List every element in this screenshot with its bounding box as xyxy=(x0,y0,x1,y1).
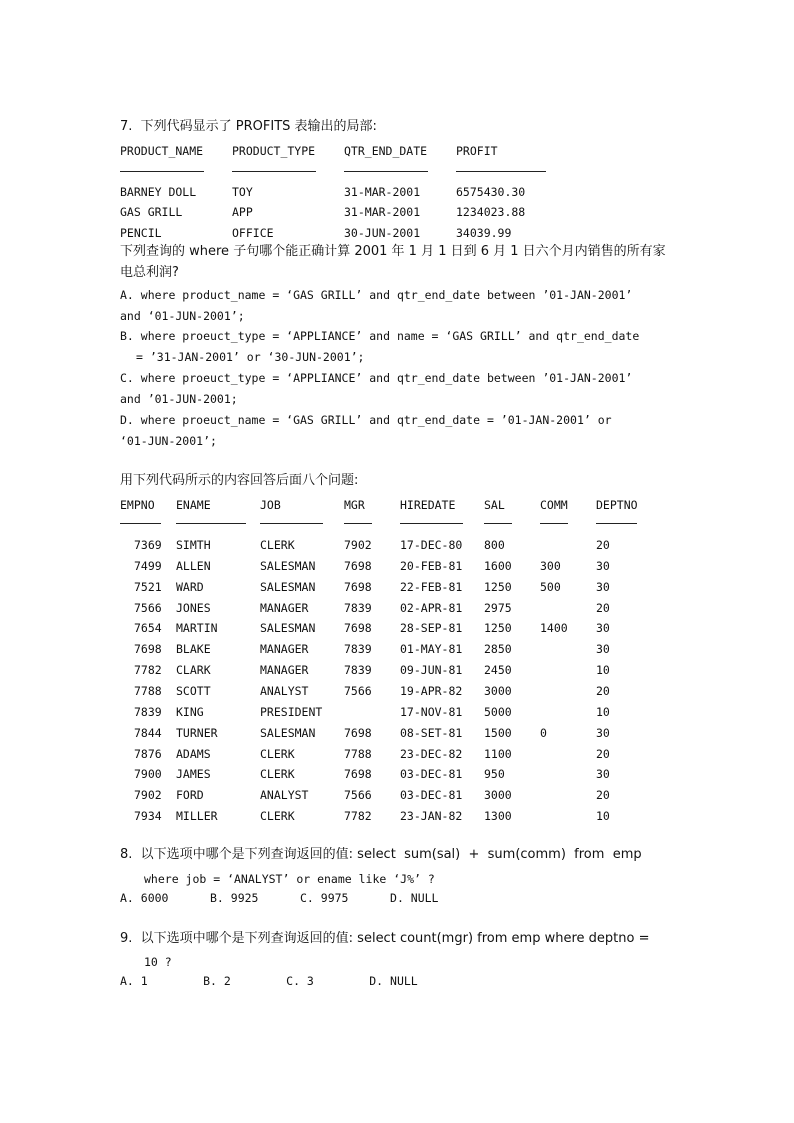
table-cell: 300 xyxy=(540,559,561,573)
table-cell: 08-SET-81 xyxy=(400,726,463,740)
table-cell: 03-DEC-81 xyxy=(400,767,463,781)
table-cell: WARD xyxy=(176,580,204,594)
table-cell: 7782 xyxy=(134,663,162,677)
table-cell: 31-MAR-2001 xyxy=(344,205,421,219)
q7-option-c: C. where proeuct_type = ‘APPLIANCE’ and qtr_end_date between ’01-JAN-2001’ xyxy=(120,371,633,385)
q9-options: A. 1 B. 2 C. 3 D. NULL xyxy=(120,974,418,988)
table-cell: 10 xyxy=(596,705,610,719)
table-cell: 1250 xyxy=(484,580,512,594)
table-cell: 7566 xyxy=(134,601,162,615)
table-cell: PRESIDENT xyxy=(260,705,323,719)
emp-header-comm: COMM xyxy=(540,498,568,512)
profits-header-product-name: PRODUCT_NAME xyxy=(120,144,204,158)
header-underline xyxy=(400,523,463,524)
profits-header-qtr-end-date: QTR_END_DATE xyxy=(344,144,428,158)
table-cell: 7566 xyxy=(344,788,372,802)
header-underline xyxy=(344,523,372,524)
q7-question-line2: 电总利润? xyxy=(120,265,179,280)
table-cell: 7698 xyxy=(344,580,372,594)
header-underline xyxy=(484,523,512,524)
table-cell: 31-MAR-2001 xyxy=(344,185,421,199)
table-cell: 7902 xyxy=(134,788,162,802)
table-cell: 7839 xyxy=(134,705,162,719)
table-cell: 950 xyxy=(484,767,505,781)
profits-header-profit: PROFIT xyxy=(456,144,498,158)
table-cell: 7698 xyxy=(344,767,372,781)
table-cell: 20 xyxy=(596,538,610,552)
emp-header-hiredate: HIREDATE xyxy=(400,498,456,512)
header-underline xyxy=(540,523,568,524)
q7-question-line1: 下列查询的 where 子句哪个能正确计算 2001 年 1 月 1 日到 6 月 1 日六个月内销售的所有家 xyxy=(120,244,666,259)
table-cell: 7900 xyxy=(134,767,162,781)
table-cell: 7788 xyxy=(344,747,372,761)
table-cell: KING xyxy=(176,705,204,719)
emp-header-ename: ENAME xyxy=(176,498,211,512)
header-underline xyxy=(120,523,161,524)
table-cell: ANALYST xyxy=(260,684,309,698)
table-cell: CLERK xyxy=(260,538,295,552)
q7-option-d: D. where proeuct_name = ‘GAS GRILL’ and qtr_end_date = ’01-JAN-2001’ or xyxy=(120,413,612,427)
header-underline xyxy=(596,523,637,524)
table-cell: 500 xyxy=(540,580,561,594)
table-cell: 30 xyxy=(596,559,610,573)
header-underline xyxy=(120,171,204,172)
table-cell: 800 xyxy=(484,538,505,552)
table-cell: TURNER xyxy=(176,726,218,740)
q7-option-a-cont: and ‘01-JUN-2001’; xyxy=(120,309,245,323)
table-cell: 7698 xyxy=(344,559,372,573)
table-cell: TOY xyxy=(232,185,253,199)
table-cell: 10 xyxy=(596,809,610,823)
header-underline xyxy=(176,523,246,524)
table-cell: GAS GRILL xyxy=(120,205,183,219)
table-cell: 23-DEC-82 xyxy=(400,747,463,761)
table-cell: APP xyxy=(232,205,253,219)
table-cell: 20 xyxy=(596,684,610,698)
q7-option-d-cont: ‘01-JUN-2001’; xyxy=(120,434,217,448)
emp-header-sal: SAL xyxy=(484,498,505,512)
table-cell: 30 xyxy=(596,642,610,656)
table-cell: OFFICE xyxy=(232,226,274,240)
table-cell: 30-JUN-2001 xyxy=(344,226,421,240)
table-cell: 34039.99 xyxy=(456,226,512,240)
table-cell: 20 xyxy=(596,747,610,761)
table-cell: ANALYST xyxy=(260,788,309,802)
table-cell: 2850 xyxy=(484,642,512,656)
table-cell: 1250 xyxy=(484,621,512,635)
table-cell: 7844 xyxy=(134,726,162,740)
table-cell: JAMES xyxy=(176,767,211,781)
table-cell: 5000 xyxy=(484,705,512,719)
table-cell: 7782 xyxy=(344,809,372,823)
table-cell: 7654 xyxy=(134,621,162,635)
q7-option-a: A. where product_name = ‘GAS GRILL’ and qtr_end_date between ’01-JAN-2001’ xyxy=(120,288,633,302)
emp-header-deptno: DEPTNO xyxy=(596,498,638,512)
table-cell: 7369 xyxy=(134,538,162,552)
table-cell: 09-JUN-81 xyxy=(400,663,463,677)
emp-header-empno: EMPNO xyxy=(120,498,155,512)
q7-title: 7. 下列代码显示了 PROFITS 表输出的局部: xyxy=(120,119,377,134)
table-cell: 1500 xyxy=(484,726,512,740)
table-cell: 7934 xyxy=(134,809,162,823)
table-cell: 3000 xyxy=(484,788,512,802)
q7-option-b: B. where proeuct_type = ‘APPLIANCE’ and name = ‘GAS GRILL’ and qtr_end_date xyxy=(120,329,640,343)
table-cell: 7839 xyxy=(344,663,372,677)
table-cell: 1300 xyxy=(484,809,512,823)
q8-question-line1: 8. 以下选项中哪个是下列查询返回的值: select sum(sal) + sum(comm) from emp xyxy=(120,847,642,862)
table-cell: 2975 xyxy=(484,601,512,615)
header-underline xyxy=(260,523,323,524)
q8-question-line2: where job = ‘ANALYST’ or ename like ‘J%’ ? xyxy=(144,872,435,886)
emp-intro: 用下列代码所示的内容回答后面八个问题: xyxy=(120,473,359,488)
header-underline xyxy=(344,171,428,172)
table-cell: 3000 xyxy=(484,684,512,698)
table-cell: MARTIN xyxy=(176,621,218,635)
table-cell: FORD xyxy=(176,788,204,802)
table-cell: 7902 xyxy=(344,538,372,552)
table-cell: SIMTH xyxy=(176,538,211,552)
table-cell: 20-FEB-81 xyxy=(400,559,463,573)
table-cell: SALESMAN xyxy=(260,580,316,594)
table-cell: 20 xyxy=(596,788,610,802)
table-cell: 30 xyxy=(596,580,610,594)
table-cell: 1400 xyxy=(540,621,568,635)
table-cell: MANAGER xyxy=(260,642,309,656)
q8-options: A. 6000 B. 9925 C. 9975 D. NULL xyxy=(120,891,439,905)
table-cell: 28-SEP-81 xyxy=(400,621,463,635)
table-cell: 17-DEC-80 xyxy=(400,538,463,552)
table-cell: 7698 xyxy=(134,642,162,656)
table-cell: 1234023.88 xyxy=(456,205,526,219)
table-cell: CLERK xyxy=(260,809,295,823)
table-cell: 03-DEC-81 xyxy=(400,788,463,802)
q9-question-line2: 10 ? xyxy=(144,955,172,969)
emp-header-mgr: MGR xyxy=(344,498,365,512)
table-cell: SALESMAN xyxy=(260,726,316,740)
table-cell: ADAMS xyxy=(176,747,211,761)
table-cell: JONES xyxy=(176,601,211,615)
table-cell: 19-APR-82 xyxy=(400,684,463,698)
table-cell: 7876 xyxy=(134,747,162,761)
table-cell: 7698 xyxy=(344,726,372,740)
table-cell: BARNEY DOLL xyxy=(120,185,197,199)
profits-header-product-type: PRODUCT_TYPE xyxy=(232,144,316,158)
table-cell: 30 xyxy=(596,726,610,740)
table-cell: 7499 xyxy=(134,559,162,573)
table-cell: 30 xyxy=(596,767,610,781)
table-cell: 1600 xyxy=(484,559,512,573)
table-cell: 7566 xyxy=(344,684,372,698)
table-cell: MANAGER xyxy=(260,663,309,677)
table-cell: MANAGER xyxy=(260,601,309,615)
table-cell: 7839 xyxy=(344,642,372,656)
table-cell: 7839 xyxy=(344,601,372,615)
header-underline xyxy=(232,171,316,172)
table-cell: CLERK xyxy=(260,767,295,781)
table-cell: 22-FEB-81 xyxy=(400,580,463,594)
table-cell: 30 xyxy=(596,621,610,635)
table-cell: CLARK xyxy=(176,663,211,677)
table-cell: SCOTT xyxy=(176,684,211,698)
table-cell: 0 xyxy=(540,726,547,740)
table-cell: BLAKE xyxy=(176,642,211,656)
table-cell: 6575430.30 xyxy=(456,185,526,199)
table-cell: 2450 xyxy=(484,663,512,677)
table-cell: 1100 xyxy=(484,747,512,761)
table-cell: SALESMAN xyxy=(260,621,316,635)
q7-option-b-cont: = ’31-JAN-2001’ or ‘30-JUN-2001’; xyxy=(136,350,365,364)
table-cell: 7698 xyxy=(344,621,372,635)
table-cell: 02-APR-81 xyxy=(400,601,463,615)
emp-header-job: JOB xyxy=(260,498,281,512)
table-cell: ALLEN xyxy=(176,559,211,573)
table-cell: 01-MAY-81 xyxy=(400,642,463,656)
table-cell: 7521 xyxy=(134,580,162,594)
q7-option-c-cont: and ’01-JUN-2001; xyxy=(120,392,238,406)
table-cell: 20 xyxy=(596,601,610,615)
table-cell: 23-JAN-82 xyxy=(400,809,463,823)
table-cell: 10 xyxy=(596,663,610,677)
table-cell: CLERK xyxy=(260,747,295,761)
table-cell: 17-NOV-81 xyxy=(400,705,463,719)
table-cell: SALESMAN xyxy=(260,559,316,573)
table-cell: MILLER xyxy=(176,809,218,823)
table-cell: 7788 xyxy=(134,684,162,698)
q9-question-line1: 9. 以下选项中哪个是下列查询返回的值: select count(mgr) from emp where deptno = xyxy=(120,931,650,946)
table-cell: PENCIL xyxy=(120,226,162,240)
header-underline xyxy=(456,171,546,172)
